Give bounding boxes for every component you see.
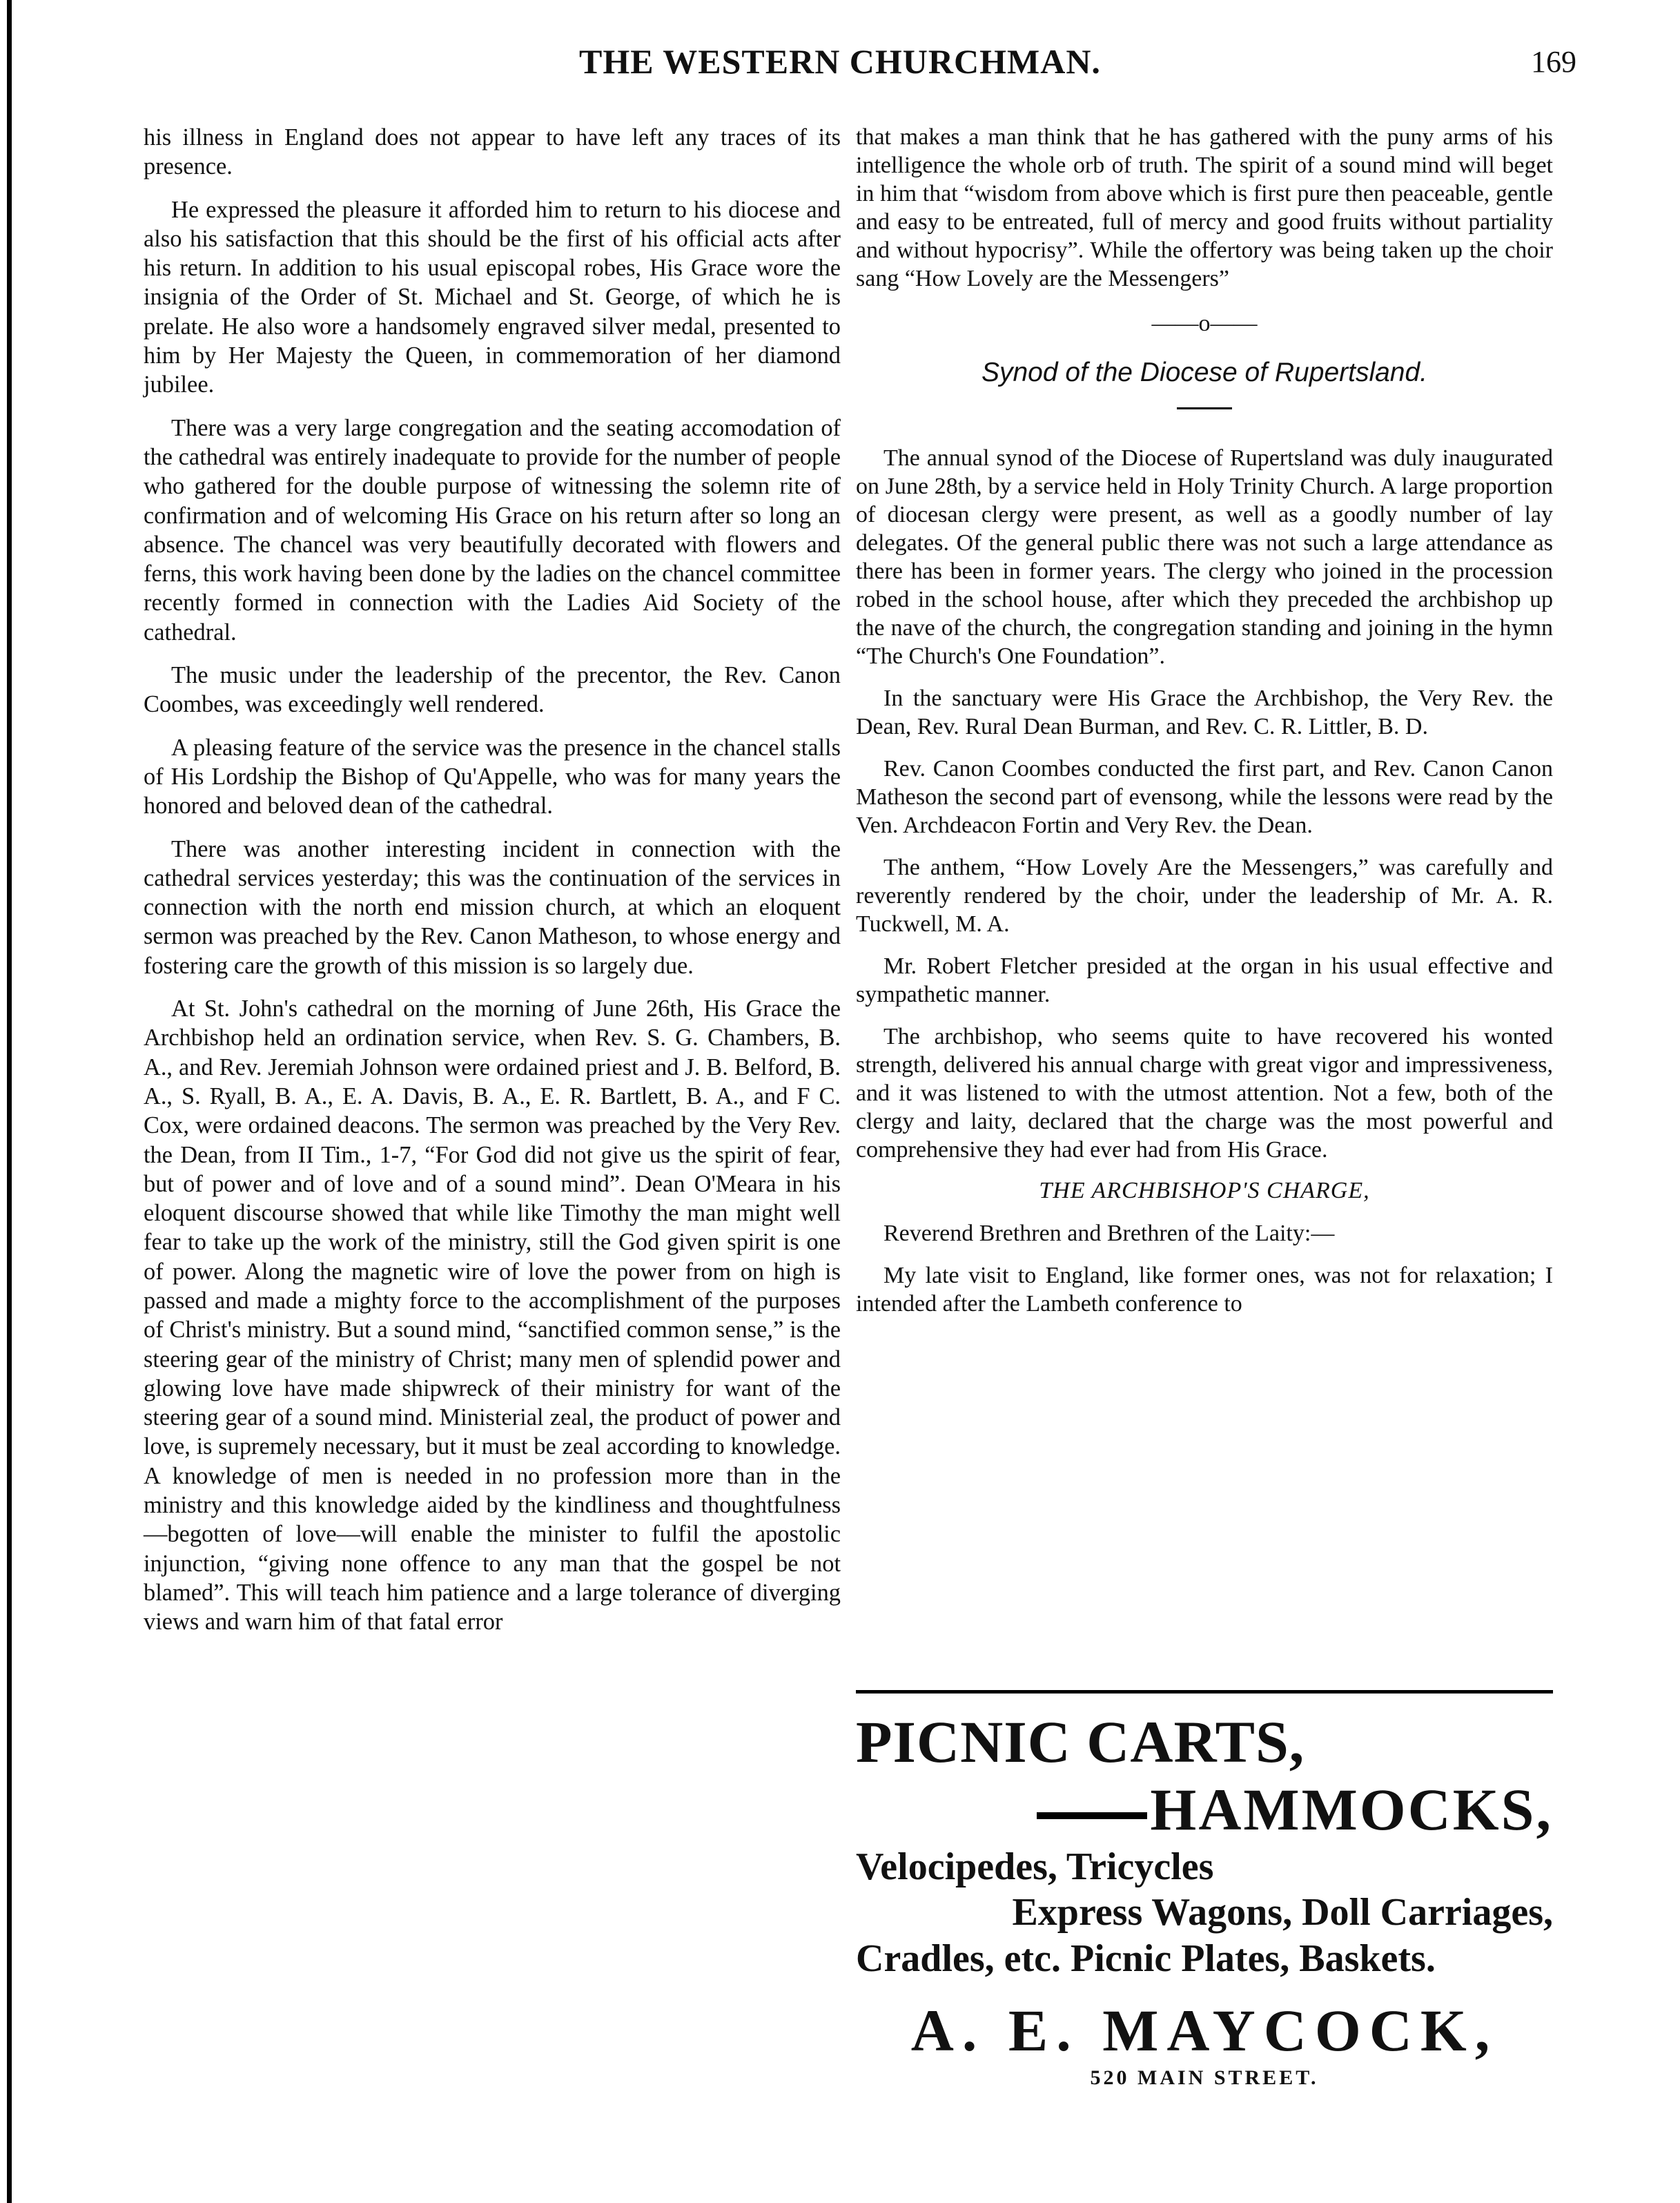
synod-paragraph: Mr. Robert Fletcher presided at the organ in his usual effective and sympathetic manner. [856,953,1553,1007]
synod-paragraph: In the sanctuary were His Grace the Archbishop, the Very Rev. the Dean, Rev. Rural Dean Burman, and Rev. C. R. Littler, B. D. [856,686,1553,739]
ad-headline-hammocks-row [856,1775,1553,1844]
article-paragraph: The music under the leadership of the precentor, the Rev. Canon Coombes, was exceedingly well rendered. [144,662,841,718]
synod-paragraph: The archbishop, who seems quite to have recovered his wonted strength, delivered his annual charge with great vigor and impressiveness, and it was listened to with the utmost attention. Not a few, both of the clergy and laity, declared that the charge was the most powerful and comprehensive they had ever had from His Grace. [856,1024,1553,1163]
article-paragraph: He expressed the pleasure it afforded him to return to his diocese and also his satisfaction that this should be the first of his official acts after his return. In addition to his usual episcopal robes, His Grace wore the insignia of the Order of St. Michael and St. George, of which he is prelate. He also wore a handsomely engraved silver medal, presented to him by Her Majesty the Queen, in commemoration of her diamond jubilee. [144,196,841,398]
charge-heading: THE ARCHBISHOP'S CHARGE, [1039,1178,1370,1203]
ad-headline-hammocks: HAMMOCKS, [1150,1776,1553,1843]
ad-items-line: Cradles, etc. Picnic Plates, Baskets. [856,1937,1436,1980]
article-continuation: that makes a man think that he has gathered with the puny arms of his intelligence the whole orb of truth. The spirit of a sound mind will beget in him that “wisdom from above which is first pure then peaceable, gentle and easy to be entreated, full of mercy and good fruits without partiality and without hypocrisy”. While the offertory was being taken up the choir sang “How Lovely are the Messengers” [856,124,1553,291]
ad-items-line: Express Wagons, Doll Carriages, [1012,1891,1553,1934]
ad-pointer-dash [1037,1812,1147,1819]
article-paragraph: his illness in England does not appear to have left any traces of its presence. [144,124,841,180]
synod-paragraph: Rev. Canon Coombes conducted the first part, and Rev. Canon Canon Matheson the second part of evensong, while the lessons were read by the Ven. Archdeacon Fortin and Very Rev. the Dean. [856,756,1553,838]
charge-paragraph: My late visit to England, like former ones, was not for relaxation; I intended after the Lambeth conference to [856,1263,1553,1317]
article-paragraph: There was a very large congregation and the seating accomodation of the cathedral was entirely inadequate to provide for the number of people who gathered for the double purpose of witnessing the solemn rite of confirmation and of welcoming His Grace on his return after so long an absence. The chancel was very beautifully decorated with flowers and ferns, this work having been done by the ladies on the chancel committee recently formed in connection with the Ladies Aid Society of the cathedral. [144,414,841,646]
ad-top-rule [856,1690,1553,1694]
ad-headline-picnic-carts: PICNIC CARTS, [856,1709,1305,1775]
scan-edge-rule [7,0,12,2203]
section-title: Synod of the Diocese of Rupertsland. [981,358,1428,387]
article-paragraph: There was another interesting incident in connection with the cathedral services yesterday; this was the continuation of the services in connection with the north end mission church, at which an eloquent sermon was preached by the Rev. Canon Matheson, to whose energy and fostering care the growth of this mission is so largely due. [144,835,841,979]
title-rule [1177,407,1232,409]
synod-paragraph: The annual synod of the Diocese of Rupertsland was duly inaugurated on June 28th, by a service held in Holy Trinity Church. A large proportion of diocesan clergy were present, as well as a goodly number of lay delegates. Of the general public there was not such a large attendance as there has been in former years. The clergy who joined in the procession robed in the school house, after which they preceded the archbishop up the nave of the church, the congregation standing and joining in the hymn “The Church's One Foundation”. [856,445,1553,669]
ad-items-line: Velocipedes, Tricycles [856,1845,1214,1888]
ad-merchant-name: A. E. MAYCOCK, [910,1997,1498,2064]
page-number: 169 [1531,45,1576,79]
advertisement [856,1690,1553,2090]
synod-paragraph: The anthem, “How Lovely Are the Messengers,” was carefully and reverently rendered by the choir, under the leadership of Mr. A. R. Tuckwell, M. A. [856,855,1553,937]
ad-address: 520 MAIN STREET. [1090,2066,1319,2089]
charge-salutation: Reverend Brethren and Brethren of the Laity:— [883,1221,1335,1246]
article-paragraph: A pleasing feature of the service was the presence in the chancel stalls of His Lordship the Bishop of Qu'Appelle, who was for many years the honored and beloved dean of the cathedral. [144,734,841,819]
page-header [0,41,1680,97]
article-paragraph: At St. John's cathedral on the morning of June 26th, His Grace the Archbishop held an ordination service, when Rev. S. G. Chambers, B. A., and Rev. Jeremiah Johnson were ordained priest and J. B. Belford, B. A., S. Ryall, B. A., E. A. Davis, B. A., E. R. Bartlett, B. A., and F C. Cox, were ordained deacons. The sermon was preached by the Very Rev. the Dean, from II Tim., 1-7, “For God did not give us the spirit of fear, but of power and of love and of a sound mind”. Dean O'Meara in his eloquent discourse showed that while like Timothy the man might well fear to take up the work of the ministry, still the God given spirit is one of power. Along the magnetic wire of love the power from on high is passed and made a mighty force to the accomplishment of the purposes of Christ's ministry. But a sound mind, “sanctified common sense,” is the steering gear of the ministry of Christ; many men of splendid power and glowing love have made shipwreck of their ministry for want of the steering gear of a sound mind. Ministerial zeal, the product of power and love, is supremely necessary, but it must be zeal according to knowledge. A knowledge of men is needed in no profession more than in the ministry and this knowledge aided by the kindliness and thoughtfulness—begotten of love—will enable the minister to fulfil the apostolic injunction, “giving none offence to any man that the gospel be not blamed”. This will teach him patience and a large tolerance of diverging views and warn him of that fatal error [144,996,841,1636]
left-column [144,123,841,1651]
masthead-title: THE WESTERN CHURCHMAN. [579,42,1101,81]
right-column [856,123,1553,1332]
section-separator: ——o—— [1151,311,1258,336]
